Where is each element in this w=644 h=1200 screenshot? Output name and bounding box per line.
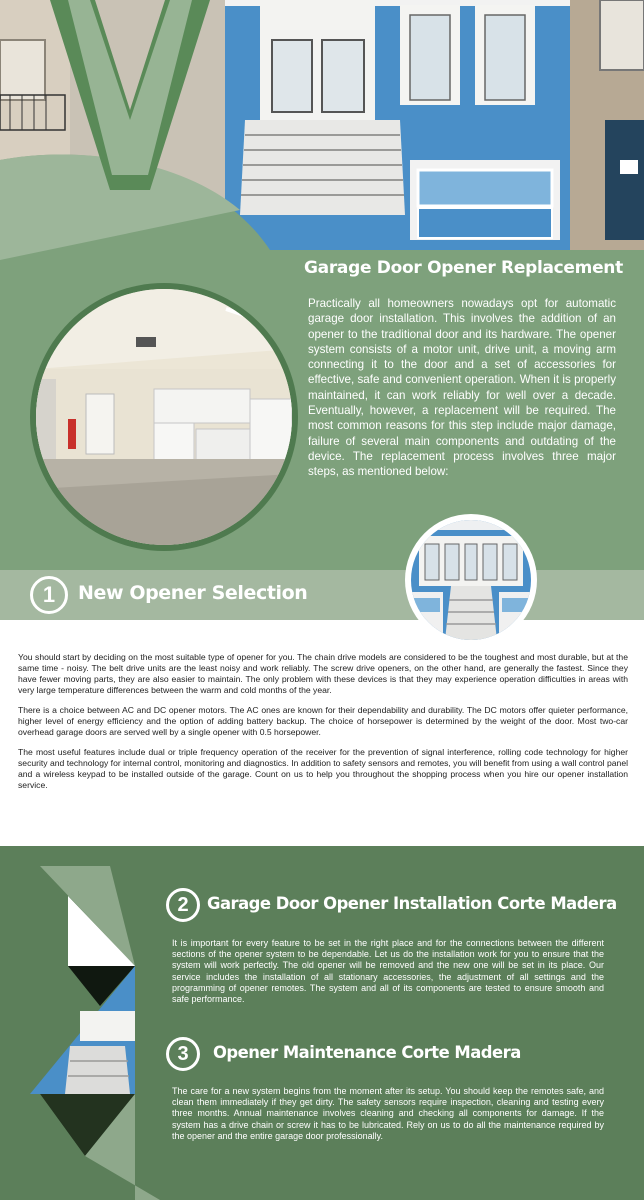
- section1-header-band: [0, 570, 644, 620]
- hero-paragraph: Practically all homeowners nowadays opt for automatic garage door installation. This involves the addition of an opener to the traditional door and its hardware. The opener system consists of a motor unit, drive unit, a moving arm connecting it to the door and a set of accessories for effective, safe and convenient operation. When it is properly maintained, it can work reliably for well over a decade. Eventually, however, a replacement will be required. The most common reasons for this step include major damage, failure of several main components and outdating of the device. The replacement process involves three major steps, as mentioned below:: [308, 297, 616, 479]
- section2-title: Garage Door Opener Installation Corte Madera: [207, 894, 617, 913]
- garage-interior-photo: [30, 283, 298, 551]
- section3-paragraph: The care for a new system begins from the moment after its setup. You should keep the remotes safe, and clean them immediately if they get dirty. The safety sensors require inspection, cleaning and testing every three months. Annual maintenance involves cleaning and checking all components for damage. If the system has a drive chain or screw it has to be lubricated. Rely on us to do all the maintenance required by the opener and the entire garage door professionally.: [172, 1086, 604, 1141]
- section1-body: [18, 652, 628, 800]
- section2-paragraph: It is important for every feature to be set in the right place and for the connections between the different sections of the opener system to be dependable. Let us do the installation work for you to ensure that the system will work perfectly. The old opener will be removed and the new one will be set in its place. Our service includes the installation of all stationary accessories, the adjustment of all settings and the programming of opener remotes. The system and all of its components are tested to ensure smooth and safe performance.: [172, 938, 604, 1005]
- section1-paragraph: You should start by deciding on the most suitable type of opener for you. The chain drive models are considered to be the toughest and most durable, but at the same time - noisy. The belt drive units are the least noisy and work reliably. The screw drive openers, on the other hand, are generally the fastest. Since they have fewer moving parts, they are also easier to maintain. The only problem with these devices is that they may experience operation difficulties in areas with very large temperature differences between the warm and cold months of the year.: [18, 652, 628, 695]
- hero-section: [0, 0, 644, 570]
- section3-number-badge: 3: [166, 1037, 200, 1071]
- house-circle-photo: [405, 514, 537, 646]
- section1-paragraph: There is a choice between AC and DC opener motors. The AC ones are known for their dependability and durability. The DC motors offer quieter performance, higher level of energy efficiency and the option of adding battery backup. The choice of horsepower is determined by the weight of the door. Most two-car overhead garage doors are served well by a single opener with 0.5 horsepower.: [18, 705, 628, 737]
- bottom-section: [0, 846, 644, 1200]
- section1-paragraph: The most useful features include dual or triple frequency operation of the receiver for the prevention of signal interference, rolling code technology for higher security and technology for internal control, monitoring and diagnostics. In addition to safety sensors and remotes, you will benefit from using a wall control panel and a wireless keypad to be installed outside of the garage. Count on us to help you throughout the shopping process when you hire our opener installation service.: [18, 747, 629, 790]
- section1-title: New Opener Selection: [78, 582, 308, 604]
- section1-number-badge: 1: [30, 576, 68, 614]
- section2-number-badge: 2: [166, 888, 200, 922]
- section3-title: Opener Maintenance Corte Madera: [213, 1043, 521, 1062]
- hero-title: Garage Door Opener Replacement: [304, 258, 623, 278]
